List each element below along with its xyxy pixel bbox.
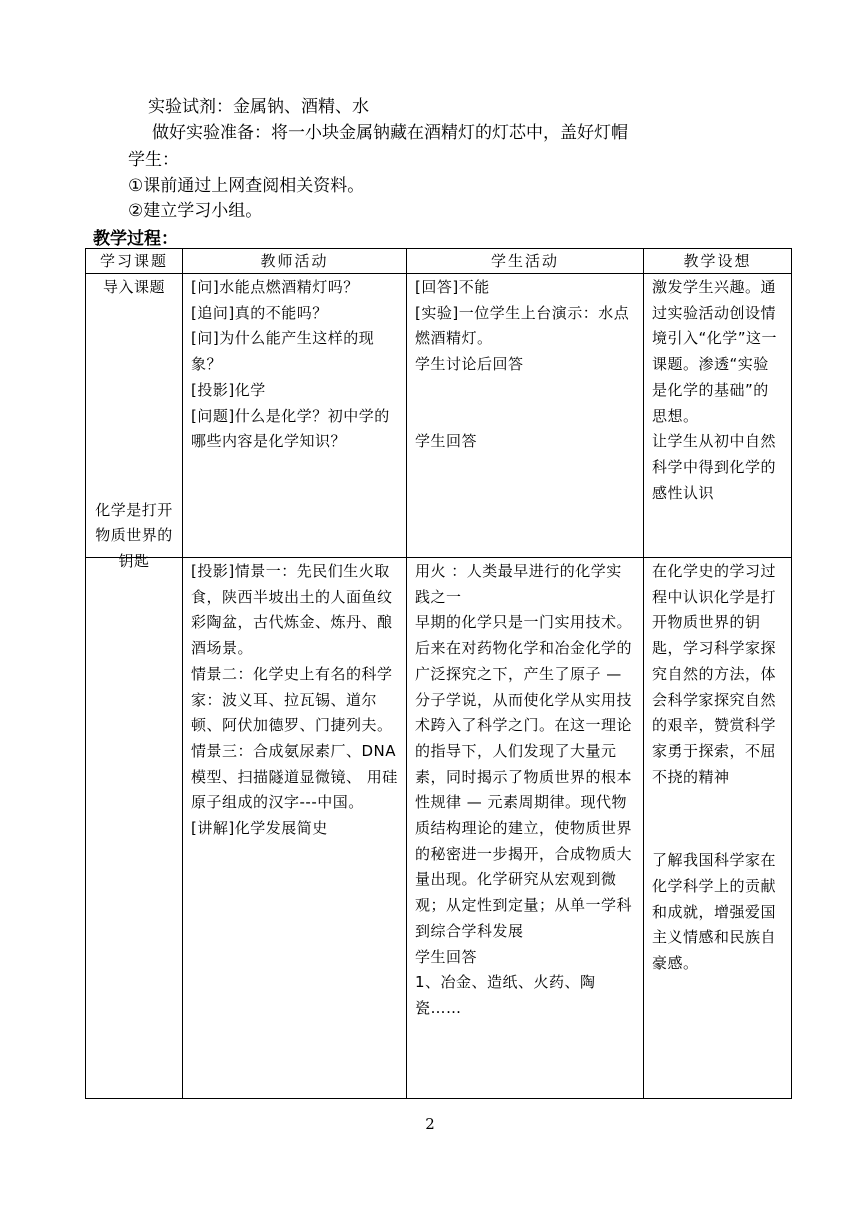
- topic-text: 化学是打开物质世界的钥匙: [95, 500, 173, 570]
- student-text: [回答]不能: [415, 278, 490, 296]
- student-item-2: ②建立学习小组。: [128, 201, 263, 221]
- header-design: 教学设想: [644, 249, 792, 274]
- spacer: [652, 790, 783, 848]
- table-row: [86, 274, 792, 558]
- student-cell: [407, 274, 644, 558]
- table-row: [86, 558, 792, 1099]
- teacher-text: [讲解]化学发展简史: [191, 819, 328, 838]
- student-text: 学生回答: [415, 431, 478, 450]
- reagents-line: 实验试剂：金属钠、酒精、水: [148, 97, 369, 117]
- student-text: [实验]一位学生上台演示：水点燃酒精灯。: [415, 303, 630, 348]
- topic-text: 导入课题: [102, 278, 165, 296]
- spacer: [415, 378, 635, 429]
- student-text: 用火 ：人类最早进行的化学实践之一: [415, 562, 622, 606]
- preparation-line: 做好实验准备：将一小块金属钠藏在酒精灯的灯芯中，盖好灯帽: [152, 123, 628, 143]
- design-text: 了解我国科学家在化学科学上的贡献和成就，增强爱国主义情感和民族自豪感。: [652, 851, 777, 973]
- header-student: 学生活动: [407, 249, 644, 274]
- page-number: 2: [425, 1115, 435, 1133]
- table-header-row: [86, 249, 792, 274]
- student-text: 早期的化学只是一门实用技术。后来在对药物化学和冶金化学的广泛探究之下，产生了原子 — 分子学说，从而使化学从实用技术跨入了科学之门。在这一理论的指导下，人们发现了大量元素，同时揭示了物质世界的根本性规律 — 元素周期律。现代物质结构理论的建立，使物质世界的秘密进一步揭开，合成物质大量出现。化学研究从宏观到微观；从定性到定量；从单一学科到综合学科发展: [415, 613, 633, 940]
- design-cell: [644, 274, 792, 558]
- design-text: 在化学史的学习过程中认识化学是打开物质世界的钥匙，学习科学家探究自然的方法，体会科学家探究自然的艰辛，赞赏科学家勇于探索，不屈不挠的精神: [652, 562, 777, 786]
- teacher-cell: [183, 558, 407, 1099]
- teacher-text: [追问]真的不能吗？: [191, 303, 328, 322]
- topic-cell: [86, 500, 183, 1099]
- teacher-text: [问题]什么是化学？初中学的哪些内容是化学知识？: [191, 406, 390, 451]
- student-item-1: ①课前通过上网查阅相关资料。: [128, 176, 365, 196]
- student-text: 学生回答: [415, 947, 478, 966]
- teacher-cell: [183, 274, 407, 558]
- design-cell: [644, 558, 792, 1099]
- student-cell: [407, 558, 644, 1099]
- lesson-table: [85, 248, 792, 1099]
- header-teacher: 教师活动: [183, 249, 407, 274]
- teacher-text: [投影]情景一：先民们生火取食，陕西半坡出土的人面鱼纹彩陶盆，古代炼金、炼丹、酿酒场景。: [191, 562, 393, 658]
- teacher-text: 情景二：化学史上有名的科学家：波义耳、拉瓦锡、道尔顿、阿伏加德罗、门捷列夫。: [191, 664, 393, 735]
- design-text: 激发学生兴趣。通过实验活动创设情境引入“化学”这一课题。渗透“实验是化学的基础”的思想。: [652, 278, 778, 425]
- student-text: 1、冶金、造纸、火药、陶瓷……: [415, 973, 596, 1017]
- teacher-text: [投影]化学: [191, 380, 266, 399]
- teacher-text: [问]为什么能产生这样的现象？: [191, 329, 375, 374]
- section-title: 教学过程：: [93, 229, 178, 249]
- teacher-text: 情景三：合成氨尿素厂、DNA模型、扫描隧道显微镜、 用硅原子组成的汉字---中国。: [191, 741, 398, 812]
- student-label: 学生：: [128, 150, 179, 170]
- design-text: 让学生从初中自然科学中得到化学的感性认识: [652, 432, 777, 502]
- teacher-text: [问]水能点燃酒精灯吗？: [191, 278, 359, 296]
- student-text: 学生讨论后回答: [415, 355, 524, 374]
- header-topic: 学习课题: [86, 249, 183, 274]
